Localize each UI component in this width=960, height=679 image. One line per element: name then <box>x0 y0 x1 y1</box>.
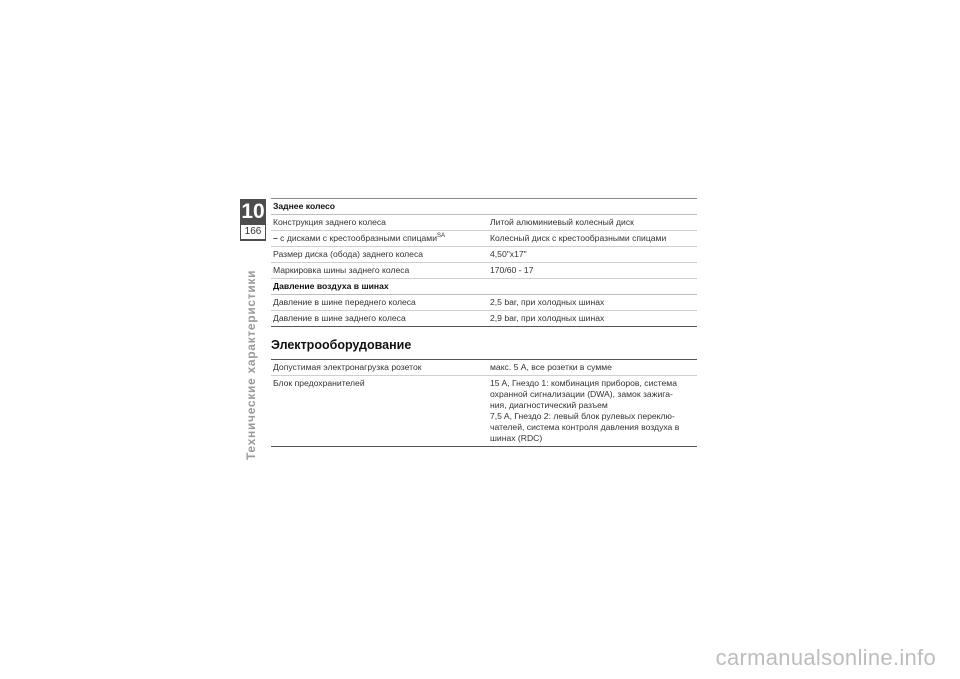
watermark: carmanualsonline.info <box>715 645 936 670</box>
electrical-table <box>271 359 697 447</box>
wheel-pressure-table <box>271 198 697 327</box>
page-number: 166 <box>241 225 265 239</box>
rear-wheel-heading-row <box>271 199 697 215</box>
chapter-side-title: Технические характеристики <box>244 269 258 460</box>
table-row <box>271 231 697 247</box>
row-value: 4,50"x17" <box>487 247 697 263</box>
value-line: ния, диагностический разъем <box>490 400 608 410</box>
value-line: чателей, система контроля давления воздуха в <box>490 422 680 432</box>
value-line: шинах (RDC) <box>490 433 543 443</box>
row-value: 2,5 bar, при холодных шинах <box>487 295 697 311</box>
tire-pressure-heading-row <box>271 279 697 295</box>
row-label: Маркировка шины заднего колеса <box>271 263 487 279</box>
table-row <box>271 215 697 231</box>
chapter-number: 10 <box>241 200 265 223</box>
special-equipment-mark: SA <box>437 233 446 240</box>
row-label: Размер диска (обода) заднего колеса <box>271 247 487 263</box>
row-label-text: с дисками с крестообразными спицами <box>280 233 437 243</box>
row-value: 2,9 bar, при холодных шинах <box>487 311 697 327</box>
row-value: Колесный диск с крестообразными спицами <box>487 231 697 247</box>
row-value: макс. 5 A, все розетки в сумме <box>487 360 697 376</box>
dash-marker: – <box>273 233 278 243</box>
row-label: Давление в шине переднего колеса <box>271 295 487 311</box>
value-line: 7,5 A, Гнездо 2: левый блок рулевых переклю- <box>490 411 675 421</box>
row-value: 170/60 - 17 <box>487 263 697 279</box>
electrical-heading: Электрооборудование <box>271 338 412 352</box>
value-line: охранной сигнализации (DWA), замок зажига- <box>490 389 673 399</box>
table-row <box>271 263 697 279</box>
table-row <box>271 311 697 327</box>
spec-content <box>271 198 697 447</box>
row-label: Допустимая электронагрузка розеток <box>271 360 487 376</box>
table-row <box>271 295 697 311</box>
row-label: Блок предохранителей <box>271 376 487 447</box>
row-label: Конструкция заднего колеса <box>271 215 487 231</box>
row-value: Литой алюминиевый колесный диск <box>487 215 697 231</box>
table-row <box>271 247 697 263</box>
table-row <box>271 376 697 447</box>
row-value <box>487 376 697 447</box>
row-label <box>271 231 487 247</box>
table-row <box>271 360 697 376</box>
rear-wheel-heading: Заднее колесо <box>271 199 697 215</box>
tire-pressure-heading: Давление воздуха в шинах <box>271 279 697 295</box>
value-line: 15 A, Гнездо 1: комбинация приборов, система <box>490 378 677 388</box>
row-label: Давление в шине заднего колеса <box>271 311 487 327</box>
